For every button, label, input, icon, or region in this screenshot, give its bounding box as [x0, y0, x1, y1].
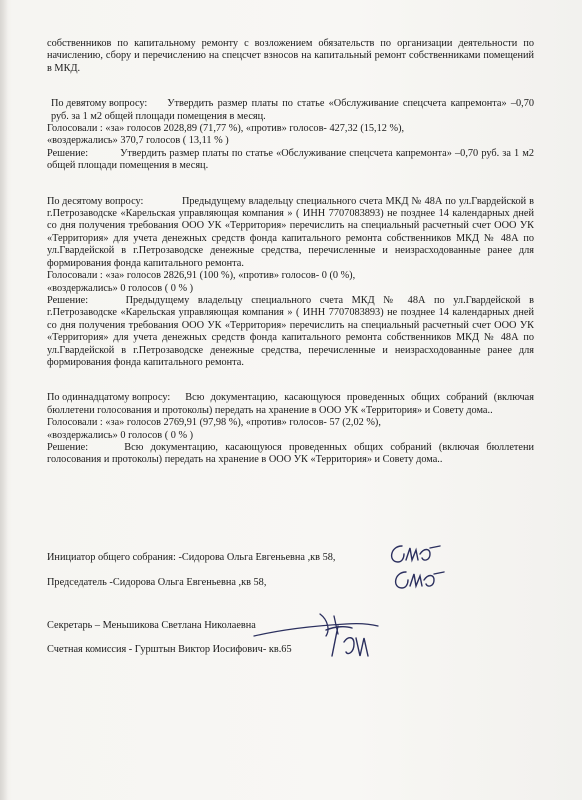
question-9-decision-label: Решение:	[47, 147, 89, 159]
question-11-votes-line2: «воздержались» 0 голосов ( 0 % )	[47, 429, 194, 441]
question-10-decision-label: Решение:	[47, 294, 89, 306]
question-10-text: Предыдущему владельцу специального счета МКД № 48А по ул.Гвардейской в г.Петрозаводске «Карельская управляющая компания » ( ИНН 7707083893) не позднее 14 календарных дней со дня получения требования ООО УК «Территория» перечислить на специальный расчетный счет ООО УК «Территория» для учета денежных средств фонда капитального ремонта собственников МКД № 48А по ул.Гвардейской в г.Петрозаводске денежные средства, перечисленные и неизрасходованные ранее для формирования фонда капитального ремонта.	[47, 195, 534, 269]
question-11-section	[47, 392, 534, 466]
question-11-decision-label: Решение:	[47, 441, 89, 453]
secretary-signature-line: Секретарь – Меньшикова Светлана Николаевна	[47, 620, 256, 631]
counting-commission-handwritten-signature	[318, 622, 378, 664]
counting-commission-signature-line: Счетная комиссия - Гурштын Виктор Иосифович- кв.65	[47, 644, 292, 655]
question-10-decision-text: Предыдущему владельцу специального счета МКД № 48А по ул.Гвардейской в г.Петрозаводске «Карельская управляющая компания » ( ИНН 7707083893) не позднее 14 календарных дней со дня получения требования ООО УК «Территория» перечислить на специальный расчетный счет ООО УК «Территория» для учета денежных средств фонда капитального ремонта собственников МКД № 48А по ул.Гвардейской в г.Петрозаводске денежные средства, перечисленные и неизрасходованные ранее для формирования фонда капитального ремонта.	[47, 294, 534, 368]
document-body	[47, 38, 534, 467]
question-10-votes-line1: Голосовали : «за» голосов 2826,91 (100 %), «против» голосов- 0 (0 %),	[47, 270, 356, 282]
initiator-signature-line: Инициатор общего собрания: -Сидорова Ольга Евгеньевна ,кв 58,	[47, 552, 336, 563]
question-9-label: По девятому вопросу:	[51, 98, 148, 110]
question-10-label: По десятому вопросу:	[47, 195, 144, 207]
question-9-text: Утвердить размер платы по статье «Обслуживание спецсчета капремонта» –0,70 руб. за 1 м2 общей площади помещения в месяц.	[51, 98, 535, 122]
question-9-decision-text: Утвердить размер платы по статье «Обслуживание спецсчета капремонта» –0,70 руб. за 1 м2 общей площади помещения в месяц.	[47, 147, 534, 172]
question-9-votes-line2: «воздержались» 370,7 голосов ( 13,11 % )	[47, 135, 229, 147]
question-10-section	[47, 196, 534, 370]
question-11-label: По одиннадцатому вопросу:	[47, 392, 171, 404]
chairman-handwritten-signature	[388, 566, 448, 602]
question-9-votes-line1: Голосовали : «за» голосов 2028,89 (71,77 %), «против» голосов- 427,32 (15,12 %),	[47, 123, 405, 135]
intro-paragraph: собственников по капитальному ремонту с возложением обязательств по организации деятельности по начислению, сбору и перечислению на спецсчет взносов на капитальный ремонт собственниками помещений в МКД.	[47, 38, 534, 74]
chairman-signature-line: Председатель -Сидорова Ольга Евгеньевна ,кв 58,	[47, 577, 267, 588]
question-11-votes-line1: Голосовали : «за» голосов 2769,91 (97,98 %), «против» голосов- 57 (2,02 %),	[47, 417, 381, 429]
question-9-section	[47, 98, 534, 172]
question-11-text: Всю документацию, касающуюся проведенных общих собраний (включая бюллетени голосования и протоколы) передать на хранение в ООО УК «Территория» и Совету дома..	[47, 392, 534, 416]
question-10-votes-line2: «воздержались» 0 голосов ( 0 % )	[47, 282, 194, 294]
question-11-decision-text: Всю документацию, касающуюся проведенных общих собраний (включая бюллетени голосования и протоколы) передать на хранение в ООО УК «Территория» и Совету дома..	[47, 441, 534, 466]
page-edge-shadow	[0, 0, 8, 800]
